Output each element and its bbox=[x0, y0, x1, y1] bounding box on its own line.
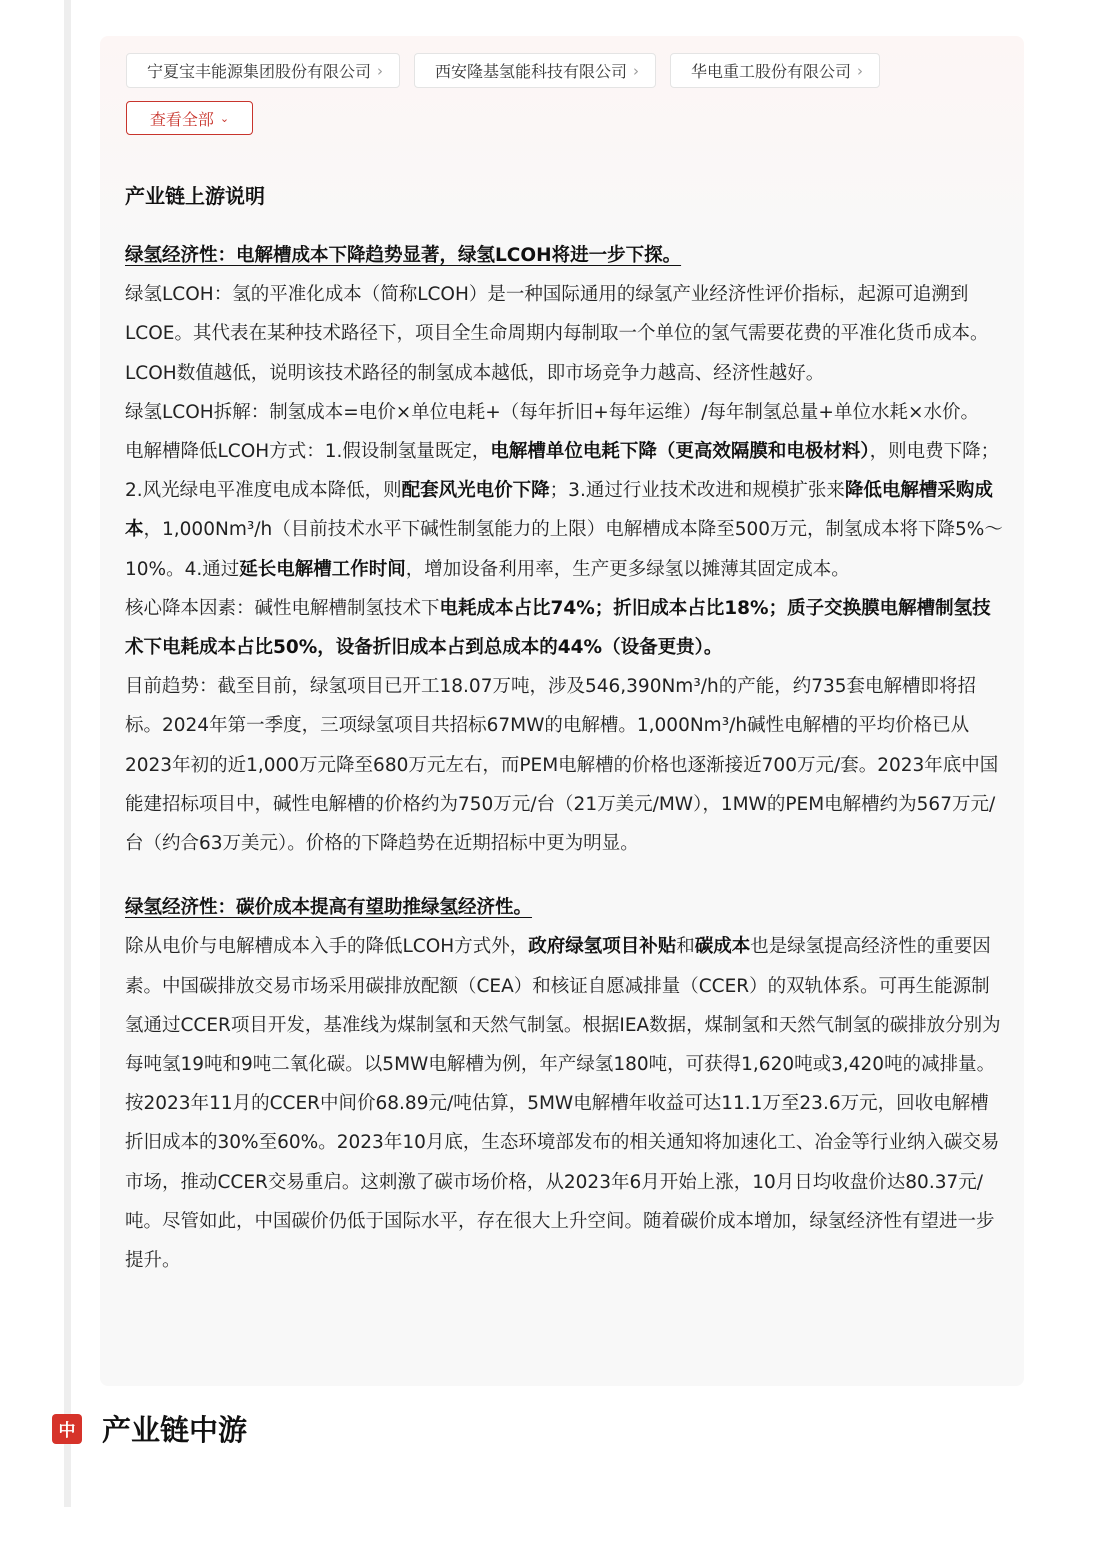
company-name: 西安隆基氢能科技有限公司 bbox=[435, 62, 628, 81]
company-chip[interactable] bbox=[414, 53, 656, 88]
view-all-label: 查看全部 bbox=[149, 109, 214, 129]
paragraph: 绿氢LCOH拆解：制氢成本=电价×单位电耗+（每年折旧+每年运维）/每年制氢总量+单位水耗×水价。 bbox=[125, 401, 979, 423]
midstream-badge: 中 bbox=[52, 1414, 82, 1444]
company-name: 宁夏宝丰能源集团股份有限公司 bbox=[147, 62, 372, 81]
paragraph: 绿氢LCOH：氢的平准化成本（简称LCOH）是一种国际通用的绿氢产业经济性评价指标，起源可追溯到LCOE。其代表在某种技术路径下，项目全生命周期内每制取一个单位的氢气需要花费的平准化货币成本。LCOH数值越低，说明该技术路径的制氢成本越低，即市场竞争力越高、经济性越好。 bbox=[125, 284, 989, 384]
left-rail bbox=[64, 0, 71, 1507]
paragraph: 目前趋势：截至目前，绿氢项目已开工18.07万吨，涉及546,390Nm³/h的产能，约735套电解槽即将招标。2024年第一季度，三项绿氢项目共招标67MW的电解槽。1,000Nm³/h碱性电解槽的平均价格已从2023年初的近1,000万元降至680万元左右，而PEM电解槽的价格也逐渐接近700万元/套。2023年底中国能建招标项目中，碱性电解槽的价格约为750万元/台（21万美元/MW），1MW的PEM电解槽约为567万元/台（约合63万美元）。价格的下降趋势在近期招标中更为明显。 bbox=[125, 676, 999, 855]
chevron-right-icon: › bbox=[377, 61, 384, 80]
chevron-down-icon: ⌄ bbox=[219, 111, 230, 125]
upstream-description bbox=[125, 178, 1005, 1280]
view-all-button[interactable] bbox=[126, 101, 253, 135]
section-title: 产业链上游说明 bbox=[125, 184, 265, 208]
company-name: 华电重工股份有限公司 bbox=[691, 62, 852, 81]
paragraph: 除从电价与电解槽成本入手的降低LCOH方式外，政府绿氢项目补贴和碳成本也是绿氢提高经济性的重要因素。中国碳排放交易市场采用碳排放配额（CEA）和核证自愿减排量（CCER）的双轨体系。可再生能源制氢通过CCER项目开发，基准线为煤制氢和天然气制氢。根据IEA数据，煤制氢和天然气制氢的碳排放分别为每吨氢19吨和9吨二氧化碳。以5MW电解槽为例，年产绿氢180吨，可获得1,620吨或3,420吨的减排量。按2023年11月的CCER中间价68.89元/吨估算，5MW电解槽年收益可达11.1万至23.6万元，回收电解槽折旧成本的30%至60%。2023年10月底，生态环境部发布的相关通知将加速化工、冶金等行业纳入碳交易市场，推动CCER交易重启。这刺激了碳市场价格，从2023年6月开始上涨，10月日均收盘价达80.37元/吨。尽管如此，中国碳价仍低于国际水平，存在很大上升空间。随着碳价成本增加，绿氢经济性有望进一步提升。 bbox=[125, 936, 1001, 1272]
chevron-right-icon: › bbox=[633, 61, 640, 80]
chevron-right-icon: › bbox=[857, 61, 864, 80]
paragraph: 电解槽降低LCOH方式：1.假设制氢量既定，电解槽单位电耗下降（更高效隔膜和电极材料），则电费下降；2.风光绿电平准度电成本降低，则配套风光电价下降；3.通过行业技术改进和规模扩张来降低电解槽采购成本，1,000Nm³/h（目前技术水平下碱性制氢能力的上限）电解槽成本降至500万元，制氢成本将下降5%～10%。4.通过延长电解槽工作时间，增加设备利用率，生产更多绿氢以摊薄其固定成本。 bbox=[125, 441, 1003, 580]
subheading bbox=[125, 236, 1005, 275]
company-chip[interactable] bbox=[670, 53, 880, 88]
company-list bbox=[126, 53, 880, 88]
paragraph: 核心降本因素：碱性电解槽制氢技术下电耗成本占比74%；折旧成本占比18%；质子交换膜电解槽制氢技术下电耗成本占比50%，设备折旧成本占到总成本的44%（设备更贵）。 bbox=[125, 597, 991, 659]
subheading-text: 绿氢经济性：碳价成本提高有望助推绿氢经济性。 bbox=[125, 897, 533, 919]
subheading bbox=[125, 888, 1005, 927]
subheading-text: 绿氢经济性：电解槽成本下降趋势显著，绿氢LCOH将进一步下探。 bbox=[125, 245, 682, 266]
company-chip[interactable] bbox=[126, 53, 400, 88]
midstream-title: 产业链中游 bbox=[102, 1413, 248, 1447]
midstream-header bbox=[52, 1408, 247, 1449]
